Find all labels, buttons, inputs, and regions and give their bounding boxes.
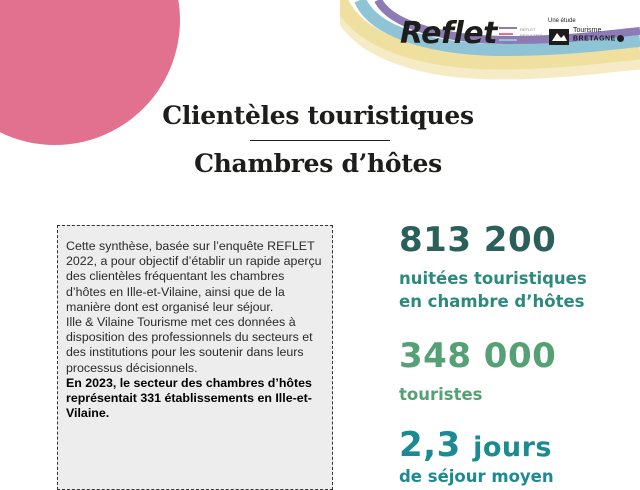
partner-line-1: Tourisme [573, 27, 602, 34]
reflet-logo-sub-3: 2022 [520, 39, 529, 44]
reflet-logo-sub-1: REFLET [520, 27, 536, 32]
stat-stay-value [399, 425, 552, 465]
stat-nights-value: 813 200 [399, 220, 557, 260]
reflet-logo-sub-2: RÉSULTATS [520, 33, 543, 38]
stat-stay-label: de séjour moyen [399, 467, 554, 486]
reflet-logo: Reflet [400, 16, 497, 51]
page-title-line-2: Chambres d’hôtes [194, 149, 442, 178]
reflet-logo-stripes [499, 26, 517, 44]
stat-nights-label-1: nuitées touristiques [399, 269, 587, 288]
page-title-line-1: Clientèles touristiques [162, 101, 474, 130]
une-etude-label: Une étude [548, 18, 576, 24]
stat-tourists-label: touristes [399, 385, 483, 404]
summary-box [57, 225, 333, 490]
bzh-badge-icon [617, 35, 624, 42]
stat-nights-label-2: en chambre d’hôtes [399, 292, 585, 311]
summary-text-1: Cette synthèse, basée sur l’enquête REFLET 2022, a pour objectif d’établir un rapide aperçu des clientèles fréquentant les chambres d’hôtes en Ille-et-Vilaine, ainsi que de la manière dont est organisé leur séjour. [66, 239, 322, 314]
summary-bold-text: En 2023, le secteur des chambres d’hôtes représentait 331 établissements en Ille-et-Vilaine. [66, 375, 312, 421]
summary-text-2: Ille & Vilaine Tourisme met ces données à disposition des professionnels du secteurs et des institutions pour les soutenir dans leurs processus décisionnels. [66, 315, 313, 375]
stat-stay-number: 2,3 [399, 425, 461, 465]
stat-stay-unit: jours [473, 432, 552, 463]
partner-line-2: BRETAGNE [573, 35, 616, 43]
tourisme-bretagne-logo-mark [549, 29, 569, 45]
stat-tourists-value: 348 000 [399, 336, 557, 376]
title-divider [250, 140, 390, 141]
tourisme-bretagne-logo-text [573, 27, 624, 43]
